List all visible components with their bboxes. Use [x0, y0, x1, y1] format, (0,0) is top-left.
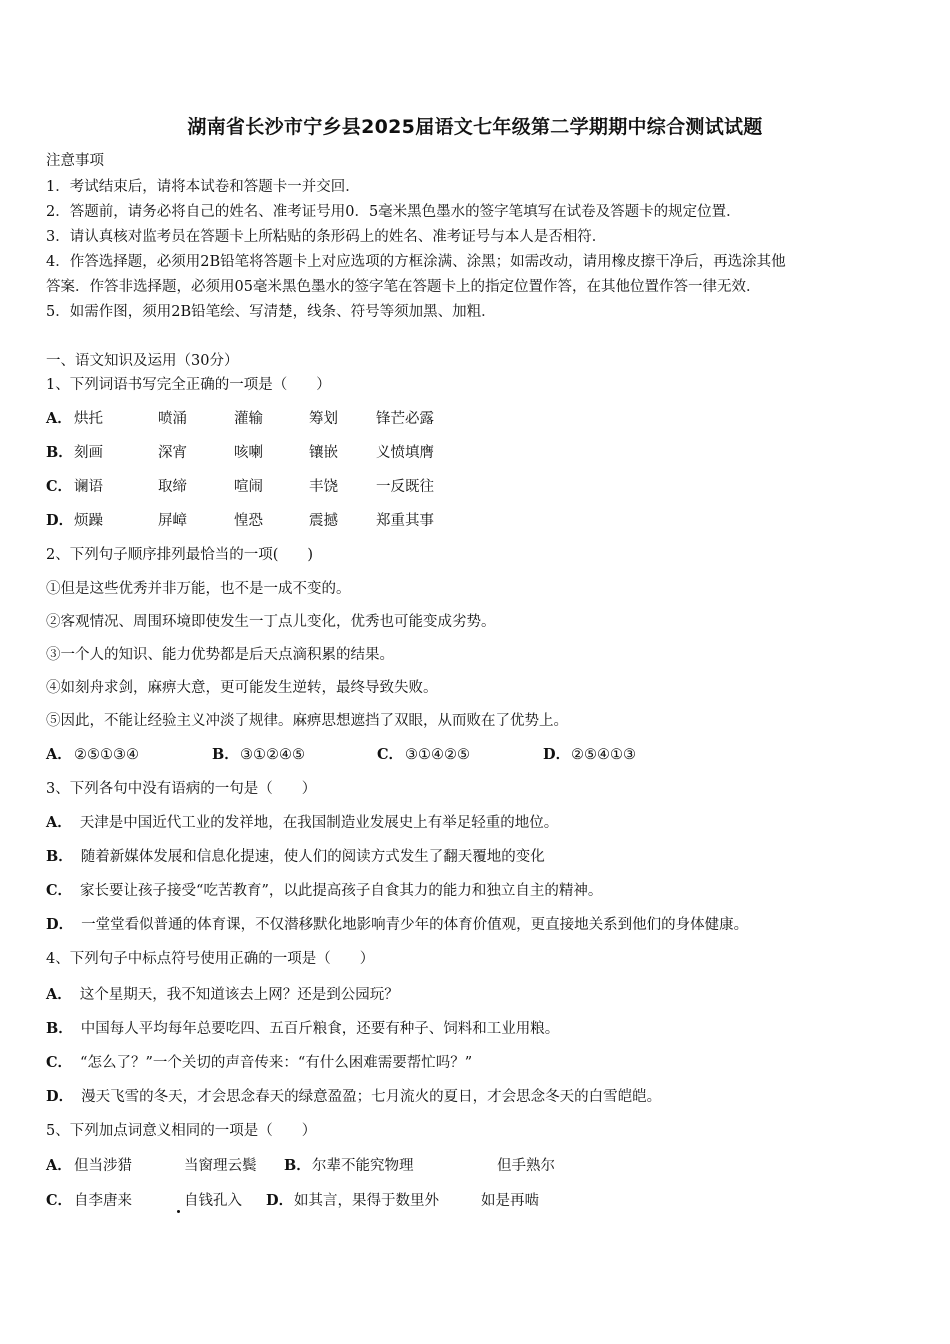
option-letter: B． [284, 1157, 311, 1174]
question-stem: 5、下列加点词意义相同的一项是（ ） [46, 1123, 317, 1139]
option-word: 刻画 [74, 445, 103, 461]
sentence: ④如刻舟求剑，麻痹大意，更可能发生逆转，最终导致失败。 [46, 680, 438, 696]
note-item: 5．如需作图，须用2B铅笔绘、写清楚，线条、符号等须加黑、加粗． [46, 304, 496, 320]
option-word: 烦躁 [74, 513, 103, 529]
option-word: 惶恐 [234, 513, 263, 529]
option-word: 震撼 [309, 513, 338, 529]
section-heading: 一、语文知识及运用（30分） [46, 353, 239, 369]
option-letter: B． [46, 444, 73, 461]
question-stem: 3、下列各句中没有语病的一句是（ ） [46, 781, 317, 797]
option-word: 谰语 [74, 479, 103, 495]
option-letter: D． [46, 512, 74, 529]
sentence: ⑤因此，不能让经验主义冲淡了规律。麻痹思想遮挡了双眼，从而败在了优势上。 [46, 713, 568, 729]
note-item: 答案．作答非选择题，必须用05毫米黑色墨水的签字笔在答题卡上的指定位置作答，在其他位置作答一律无效． [46, 279, 761, 295]
option-text: ②⑤④①③ [571, 747, 636, 763]
option-line: A． 这个星期天，我不知道该去上网？还是到公园玩？ [46, 986, 399, 1003]
question-stem: 2、下列句子顺序排列最恰当的一项( ) [46, 547, 314, 563]
exam-title: 湖南省长沙市宁乡县2025届语文七年级第二学期期中综合测试试题 [187, 116, 763, 138]
note-item: 1．考试结束后，请将本试卷和答题卡一并交回． [46, 179, 360, 195]
option-phrase: 当窗理云鬓 [184, 1158, 257, 1174]
option-line: C． “怎么了？”一个关切的声音传来：“有什么困难需要帮忙吗？” [46, 1054, 473, 1071]
option-word: 锋芒必露 [376, 411, 434, 427]
option-word: 灌输 [234, 411, 263, 427]
option-word: 取缔 [158, 479, 187, 495]
question-stem: 1、下列词语书写完全正确的一项是（ ） [46, 377, 331, 393]
note-item: 3．请认真核对监考员在答题卡上所粘贴的条形码上的姓名、准考证号与本人是否相符． [46, 229, 607, 245]
note-item: 2．答题前，请务必将自己的姓名、准考证号用0．5毫米黑色墨水的签字笔填写在试卷及答题卡的规定位置． [46, 204, 741, 220]
option-line: B． 中国每人平均每年总要吃四、五百斤粮食，还要有种子、饲料和工业用粮。 [46, 1020, 560, 1037]
option-line: A． 天津是中国近代工业的发祥地，在我国制造业发展史上有举足轻重的地位。 [46, 814, 559, 831]
option-word: 喧闹 [234, 479, 263, 495]
option-letter: A． [46, 746, 72, 763]
option-phrase: 自钱孔入 [184, 1193, 242, 1209]
sentence: ③一个人的知识、能力优势都是后天点滴积累的结果。 [46, 647, 394, 663]
emphasis-dot [177, 1210, 180, 1213]
sentence: ①但是这些优秀并非万能，也不是一成不变的。 [46, 581, 351, 597]
option-line: C． 家长要让孩子接受“吃苦教育”，以此提高孩子自食其力的能力和独立自主的精神。 [46, 882, 603, 899]
option-word: 深宵 [158, 445, 187, 461]
option-line: D． 一堂堂看似普通的体育课，不仅潜移默化地影响青少年的体育价值观，更直接地关系到他们的身体健康。 [46, 916, 749, 933]
option-letter: D． [543, 746, 571, 763]
option-line: D． 漫天飞雪的冬天，才会思念春天的绿意盈盈；七月流火的夏日，才会思念冬天的白雪皑皑。 [46, 1088, 662, 1105]
option-letter: C． [46, 478, 73, 495]
notes-heading: 注意事项 [46, 153, 104, 169]
option-word: 一反既往 [376, 479, 434, 495]
option-text: ③①②④⑤ [240, 747, 305, 763]
question-stem: 4、下列句子中标点符号使用正确的一项是（ ） [46, 951, 375, 967]
option-letter: C． [46, 1192, 73, 1209]
sentence: ②客观情况、周围环境即使发生一丁点儿变化，优秀也可能变成劣势。 [46, 614, 496, 630]
option-phrase: 但当涉猎 [74, 1158, 132, 1174]
option-phrase: 如其言，果得于数里外 [294, 1193, 439, 1209]
option-phrase: 如是再啮 [481, 1193, 539, 1209]
option-line: B． 随着新媒体发展和信息化提速，使人们的阅读方式发生了翻天覆地的变化 [46, 848, 545, 865]
option-word: 丰饶 [309, 479, 338, 495]
option-word: 筹划 [309, 411, 338, 427]
option-letter: C． [377, 746, 404, 763]
option-word: 镶嵌 [309, 445, 338, 461]
option-letter: A． [46, 1157, 72, 1174]
option-word: 义愤填膺 [376, 445, 434, 461]
option-letter: D． [266, 1192, 294, 1209]
option-word: 郑重其事 [376, 513, 434, 529]
option-letter: A． [46, 410, 72, 427]
option-text: ③①④②⑤ [405, 747, 470, 763]
option-word: 屏嶂 [158, 513, 187, 529]
option-phrase: 尔辈不能究物理 [312, 1158, 414, 1174]
note-item: 4．作答选择题，必须用2B铅笔将答题卡上对应选项的方框涂满、涂黑；如需改动，请用橡皮擦干净后，再选涂其他 [46, 254, 786, 270]
option-word: 烘托 [74, 411, 103, 427]
option-word: 咳喇 [234, 445, 263, 461]
option-word: 喷涌 [158, 411, 187, 427]
option-text: ②⑤①③④ [74, 747, 139, 763]
option-phrase: 但手熟尔 [497, 1158, 555, 1174]
option-letter: B． [212, 746, 239, 763]
option-phrase: 自李唐来 [74, 1193, 132, 1209]
